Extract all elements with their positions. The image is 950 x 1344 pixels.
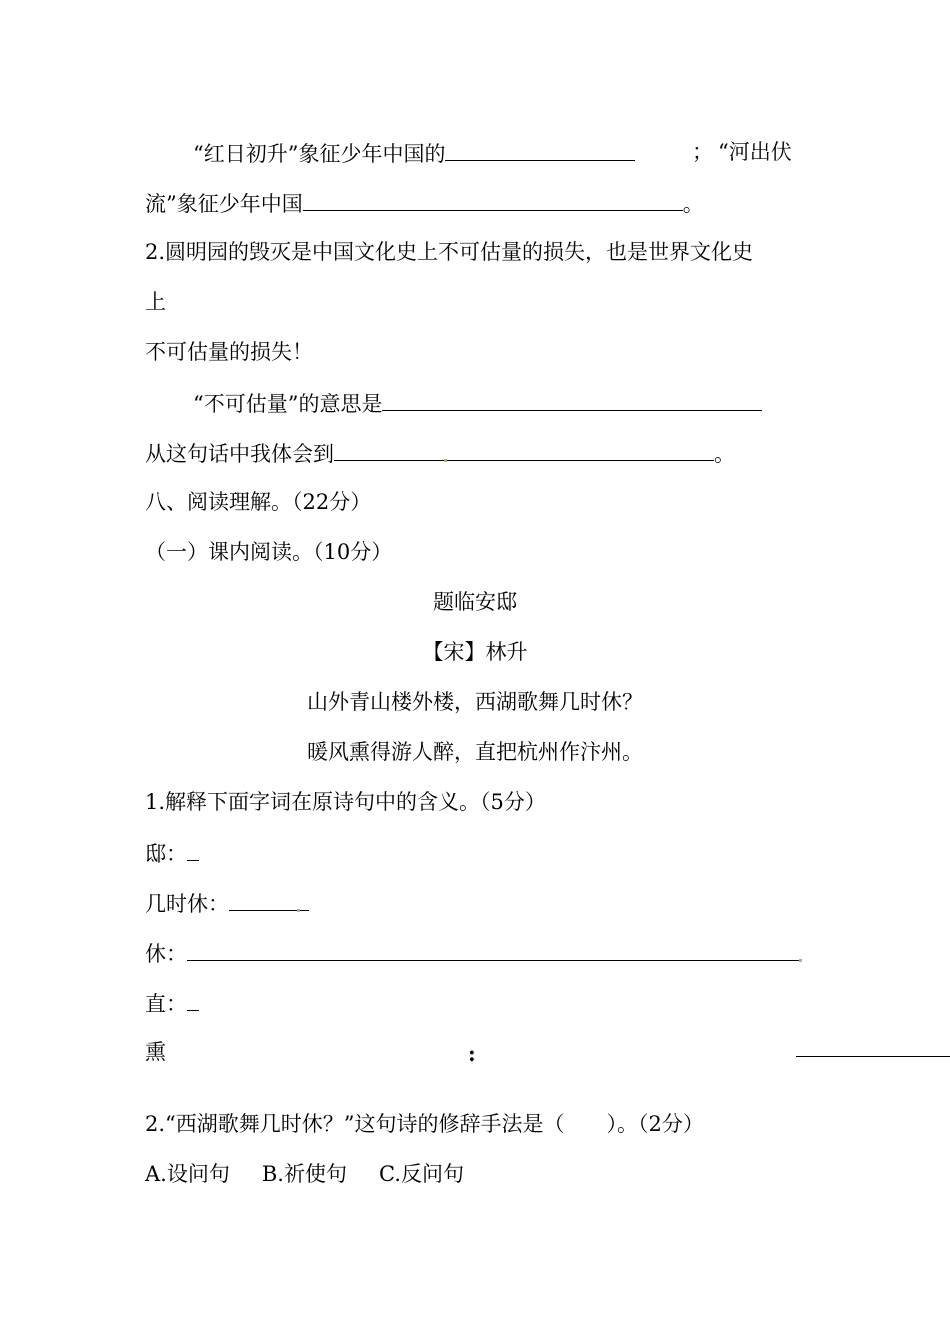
feel-question <box>145 438 735 468</box>
q2-options <box>145 1160 464 1188</box>
meaning-prompt: “不可估量”的意思是 <box>193 392 383 416</box>
term-xiu <box>145 938 799 968</box>
q1-stem: 1.解释下面字词在原诗句中的含义。（5分） <box>145 790 546 814</box>
term-xun-row <box>796 1034 950 1064</box>
scan-speck <box>297 909 300 912</box>
term-di-label: 邸： <box>145 842 187 866</box>
red-sun-question <box>193 138 635 168</box>
term-xiu-label: 休： <box>145 942 187 966</box>
poem-line-1: 山外青山楼外楼，西湖歌舞几时休？ <box>307 690 643 714</box>
feel-period: 。 <box>714 442 735 466</box>
q2-stem: 2.“西湖歌舞几时休？”这句诗的修辞手法是（ ）。（2分） <box>145 1112 704 1136</box>
term-xun-colon: : <box>468 1041 476 1066</box>
option-c[interactable]: C.反问句 <box>378 1162 464 1186</box>
option-b[interactable]: B.祈使句 <box>261 1162 347 1186</box>
poem-title: 题临安邸 <box>433 590 517 614</box>
river-prompt-start: “河出伏 <box>718 140 792 164</box>
term-jishixiu <box>145 888 309 918</box>
section-8-title: 八、阅读理解。（22分） <box>145 490 372 514</box>
yuanming-line-1: 2.圆明园的毁灭是中国文化史上不可估量的损失，也是世界文化史 <box>145 240 754 264</box>
scan-speck <box>799 959 802 962</box>
term-zhi-label: 直： <box>145 992 187 1016</box>
meaning-question <box>193 388 762 418</box>
scan-speck <box>444 459 447 462</box>
term-zhi-blank[interactable] <box>187 988 199 1011</box>
part-1-title: （一）课内阅读。（10分） <box>145 540 393 564</box>
red-sun-semicolon: ； <box>692 140 713 164</box>
term-di-blank[interactable] <box>187 838 199 861</box>
term-xun-blank[interactable] <box>796 1034 950 1057</box>
term-xiu-blank[interactable] <box>187 938 799 961</box>
term-jishixiu-label: 几时休： <box>145 892 229 916</box>
term-jishixiu-blank[interactable] <box>229 888 309 911</box>
term-di <box>145 838 199 868</box>
feel-prompt: 从这句话中我体会到 <box>145 442 334 466</box>
red-sun-answer-blank[interactable] <box>445 138 635 161</box>
yuanming-line-2: 上 <box>145 290 166 314</box>
river-period: 。 <box>682 192 704 216</box>
yuanming-line-3: 不可估量的损失！ <box>145 340 313 364</box>
river-question <box>145 188 704 218</box>
option-a[interactable]: A.设问句 <box>145 1162 230 1186</box>
poem-line-2: 暖风熏得游人醉，直把杭州作汴州。 <box>307 740 643 764</box>
term-xun-label: 熏 <box>145 1040 166 1064</box>
river-answer-blank[interactable] <box>303 188 683 211</box>
meaning-answer-blank[interactable] <box>382 388 762 411</box>
feel-answer-blank[interactable] <box>334 438 714 461</box>
river-prompt-end: 流”象征少年中国 <box>145 192 303 216</box>
term-zhi <box>145 988 199 1018</box>
poem-author: 【宋】林升 <box>422 640 528 664</box>
red-sun-prompt: “红日初升”象征少年中国的 <box>193 142 446 166</box>
